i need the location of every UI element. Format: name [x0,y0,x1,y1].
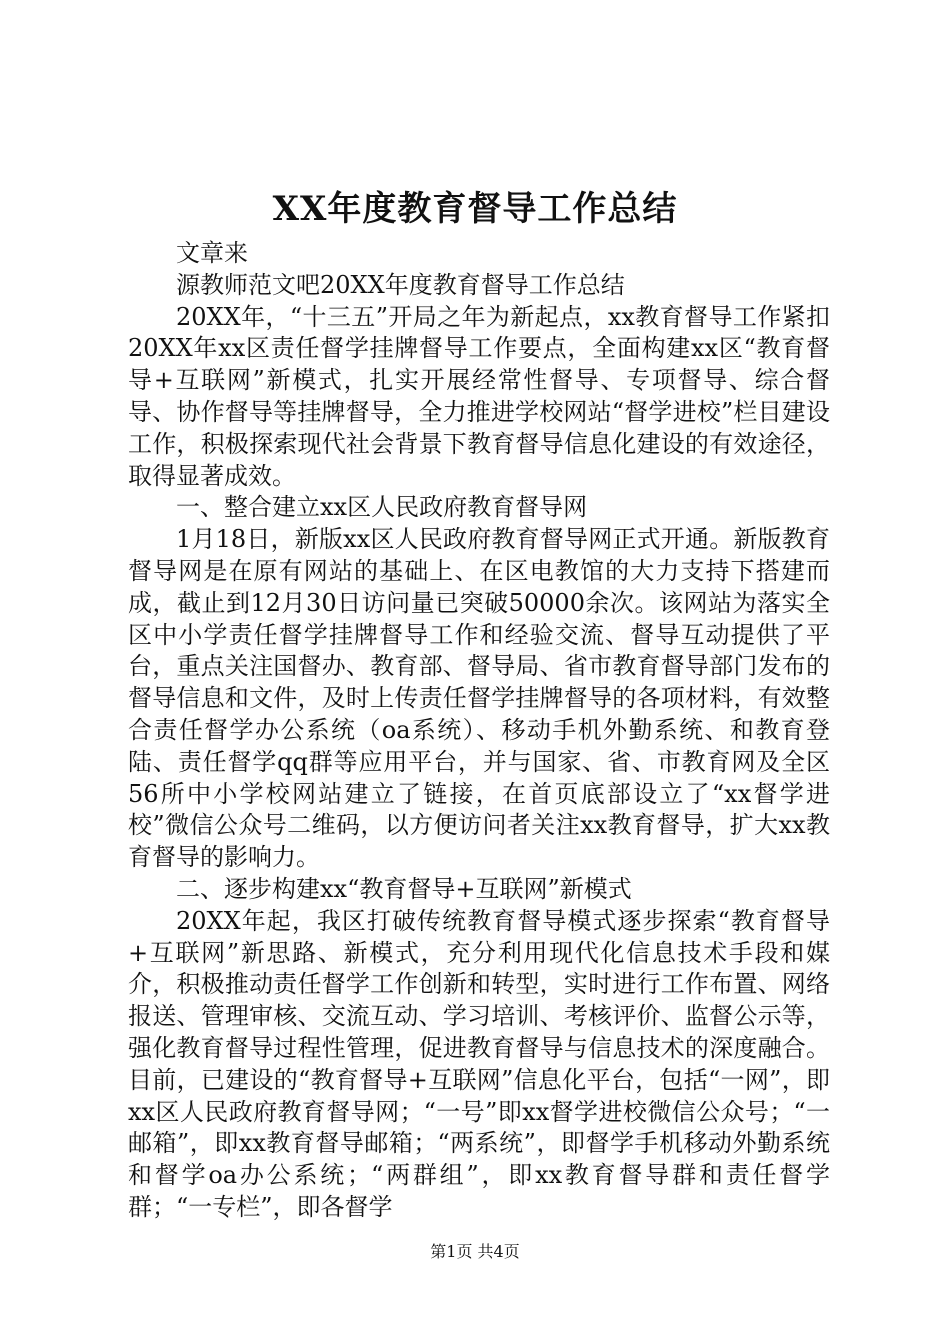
document-body [128,238,830,1224]
section-heading-2: 二、逐步构建xx“教育督导+互联网”新模式 [176,874,632,903]
paragraph-section-2: 20XX年起，我区打破传统教育督导模式逐步探索“教育督导+互联网”新思路、新模式，充分利用现代化信息技术手段和媒介，积极推动责任督学工作创新和转型，实时进行工作布置、网络报送、管理审核、交流互动、学习培训、考核评价、监督公示等，强化教育督导过程性管理，促进教育督导与信息技术的深度融合。目前，已建设的“教育督导+互联网”信息化平台，包括“一网”，即xx区人民政府教育督导网；“一号”即xx督学进校微信公众号；“一邮箱”，即xx教育督导邮箱；“两系统”，即督学手机移动外勤系统和督学oa办公系统；“两群组”，即xx教育督导群和责任督学群；“一专栏”，即各督学 [128,906,830,1221]
section-heading-1: 一、整合建立xx区人民政府教育督导网 [176,493,588,522]
page-indicator: 第1页 共4页 [430,1242,520,1261]
paragraph-source-line-1: 文章来 [176,239,248,267]
document-title: XX年度教育督导工作总结 [272,189,678,229]
page-footer [0,1240,950,1264]
paragraph-intro: 20XX年，“十三五”开局之年为新起点，xx教育督导工作紧扣20XX年xx区责任督学挂牌督导工作要点，全面构建xx区“教育督导+互联网”新模式，扎实开展经常性督导、专项督导、综合督导、协作督导等挂牌督导，全力推进学校网站“督学进校”栏目建设工作，积极探索现代社会背景下教育督导信息化建设的有效途径，取得显著成效。 [128,302,830,490]
paragraph-section-1: 1月18日，新版xx区人民政府教育督导网正式开通。新版教育督导网是在原有网站的基础上、在区电教馆的大力支持下搭建而成，截止到12月30日访问量已突破50000余次。该网站为落实全区中小学责任督学挂牌督导工作和经验交流、督导互动提供了平台，重点关注国督办、教育部、督导局、省市教育督导部门发布的督导信息和文件，及时上传责任督学挂牌督导的各项材料，有效整合责任督学办公系统（oa系统）、移动手机外勤系统、和教育登陆、责任督学qq群等应用平台，并与国家、省、市教育网及全区56所中小学校网站建立了链接，在首页底部设立了“xx督学进校”微信公众号二维码，以方便访问者关注xx教育督导，扩大xx教育督导的影响力。 [128,525,830,872]
paragraph-source-line-2: 源教师范文吧20XX年度教育督导工作总结 [176,270,625,299]
